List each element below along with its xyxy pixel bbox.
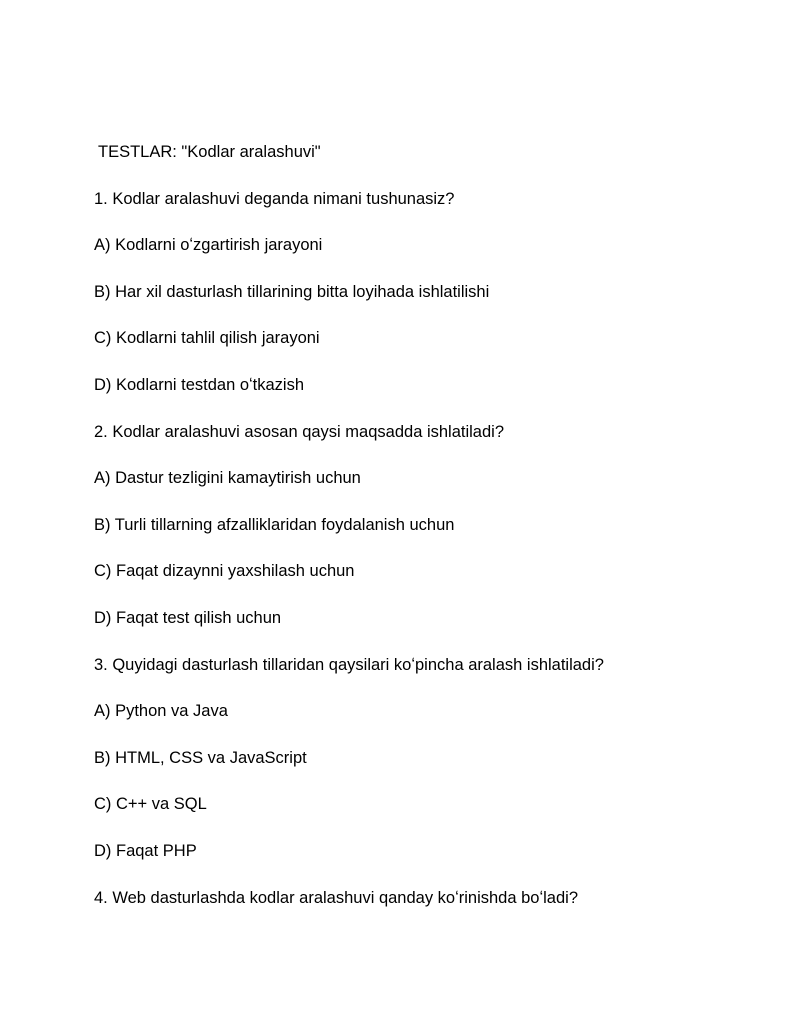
question-2-option-d: D) Faqat test qilish uchun — [94, 608, 282, 627]
question-3-option-a: A) Python va Java — [94, 702, 228, 721]
question-1-option-b: B) Har xil dasturlash tillarining bitta loyihada ishlatilishi — [94, 282, 490, 301]
question-3-option-c: C) C++ va SQL — [94, 795, 207, 814]
document-title: TESTLAR: "Kodlar aralashuvi" — [98, 143, 321, 161]
question-1-option-d: D) Kodlarni testdan oʻtkazish — [94, 375, 305, 394]
question-3-option-d: D) Faqat PHP — [94, 841, 197, 860]
document-body — [94, 142, 734, 934]
question-2-option-c: C) Faqat dizaynni yaxshilash uchun — [94, 562, 355, 581]
question-1-option-a: A) Kodlarni oʻzgartirish jarayoni — [94, 236, 323, 255]
question-3: 3. Quyidagi dasturlash tillaridan qaysilari koʻpincha aralash ishlatiladi? — [94, 655, 604, 674]
question-4: 4. Web dasturlashda kodlar aralashuvi qanday koʻrinishda boʻladi? — [94, 888, 578, 907]
question-1-option-c: C) Kodlarni tahlil qilish jarayoni — [94, 329, 320, 348]
question-1: 1. Kodlar aralashuvi deganda nimani tushunasiz? — [94, 189, 455, 208]
question-2-option-a: A) Dastur tezligini kamaytirish uchun — [94, 469, 361, 488]
question-2: 2. Kodlar aralashuvi asosan qaysi maqsadda ishlatiladi? — [94, 422, 504, 441]
question-3-option-b: B) HTML, CSS va JavaScript — [94, 748, 307, 767]
question-2-option-b: B) Turli tillarning afzalliklaridan foydalanish uchun — [94, 515, 455, 534]
